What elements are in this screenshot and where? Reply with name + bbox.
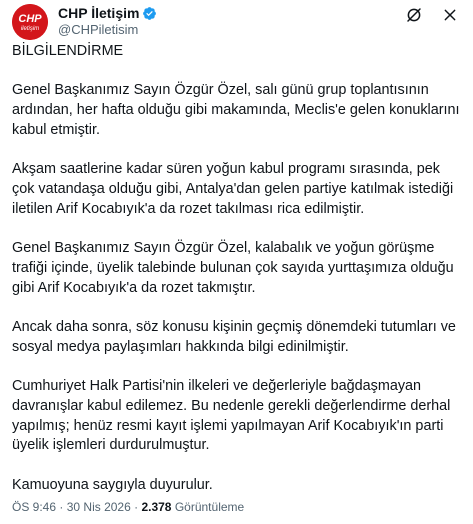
- tweet-paragraph: Genel Başkanımız Sayın Özgür Özel, kalabalık ve yoğun görüşme trafiği içinde, üyelik talebinde bulunan çok sayıda yurttaşımıza olduğu gibi Arif Kocabıyık'a da rozet takmıştır.: [12, 240, 454, 296]
- avatar-subtext: iletişim: [20, 26, 40, 32]
- tweet-paragraph: Ancak daha sonra, söz konusu kişinin geçmiş dönemdeki tutumları ve sosyal medya paylaşımları hakkında bilgi edinilmiştir.: [12, 318, 456, 355]
- tweet-time[interactable]: ÖS 9:46: [12, 500, 57, 514]
- tweet-paragraph: Kamuoyuna saygıyla duyurulur.: [12, 476, 213, 493]
- tweet-date[interactable]: 30 Nis 2026: [66, 500, 131, 514]
- close-icon[interactable]: [441, 6, 459, 24]
- avatar[interactable]: [12, 4, 48, 40]
- tweet-meta: [12, 500, 244, 514]
- tweet-paragraph-title: BİLGİLENDİRME: [12, 43, 124, 59]
- meta-separator: ·: [59, 500, 64, 514]
- meta-separator: ·: [134, 500, 139, 514]
- display-name[interactable]: CHP İletişim: [58, 5, 140, 21]
- verified-badge-icon: [142, 6, 157, 21]
- handle[interactable]: @CHPiletisim: [58, 22, 139, 37]
- author-info: [58, 5, 157, 38]
- views-count: 2.378: [141, 500, 172, 514]
- tweet-paragraph: Cumhuriyet Halk Partisi'nin ilkeleri ve değerleriyle bağdaşmayan davranışlar kabul edilemez. Bu nedenle gerekli değerlendirme derhal yapılmış; henüz resmi kayıt işlemi yapılmayan Arif Kocabıyık'ın parti üyelik işlemleri durdurulmuştur.: [12, 378, 451, 454]
- display-name-row: [58, 5, 157, 21]
- avatar-text: CHP: [18, 13, 42, 25]
- tweet-paragraph: Genel Başkanımız Sayın Özgür Özel, salı günü grup toplantısının ardından, her hafta olduğu gibi makamında, Meclis'e gelen konuklarını kabul etmiştir.: [12, 82, 460, 138]
- tweet-text: [12, 42, 464, 515]
- tweet-paragraph: Akşam saatlerine kadar süren yoğun kabul programı sırasında, pek çok vatandaşa olduğu gibi, Antalya'dan gelen partiye katılmak istediği iletilen Arif Kocabıyık'a da rozet takılması rica edilmiştir.: [12, 161, 454, 217]
- views-label: Görüntüleme: [174, 500, 245, 514]
- grok-icon[interactable]: [405, 6, 423, 24]
- header-actions: [405, 6, 459, 24]
- tweet-header: [12, 4, 461, 44]
